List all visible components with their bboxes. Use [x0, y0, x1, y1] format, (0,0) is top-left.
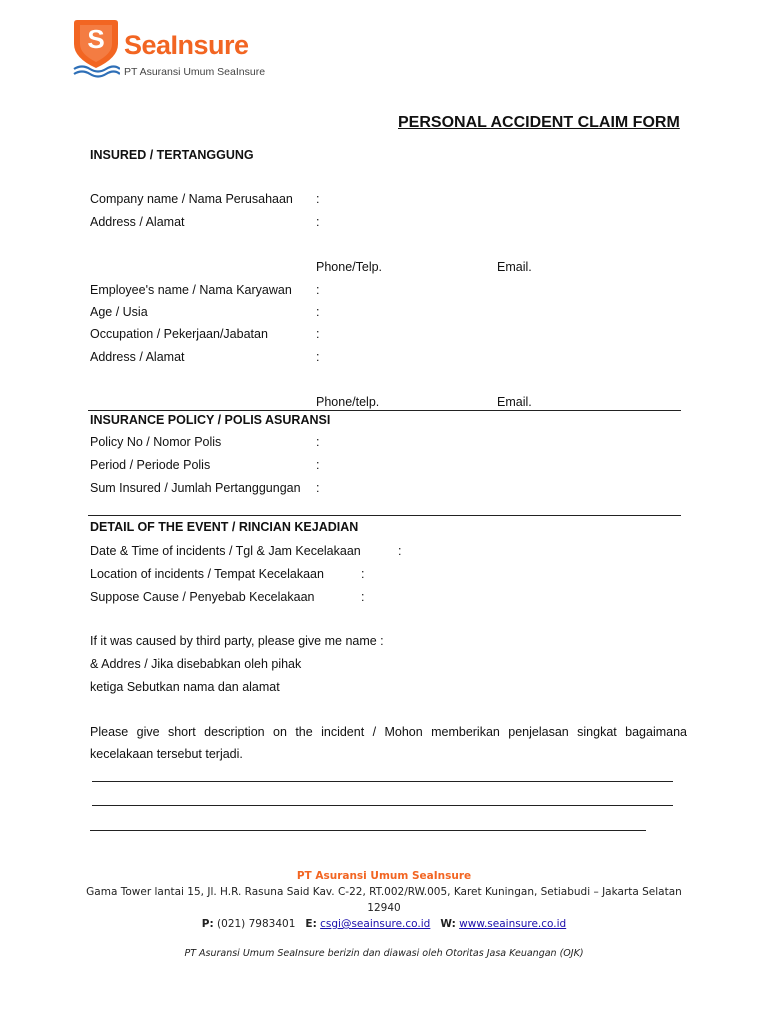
- sum-insured-colon: :: [316, 481, 320, 495]
- footer-regulation-note: PT Asuransi Umum SeaInsure berizin dan diawasi oleh Otoritas Jasa Keuangan (OJK): [184, 948, 584, 959]
- logo-letter: S: [87, 24, 105, 54]
- age-label: Age / Usia: [90, 305, 148, 319]
- email-label: E:: [305, 918, 317, 930]
- employee-email-label: Email.: [497, 395, 532, 409]
- insured-heading: INSURED / TERTANGGUNG: [90, 148, 254, 162]
- company-name-label: Company name / Nama Perusahaan: [90, 192, 293, 206]
- incident-cause-label: Suppose Cause / Penyebab Kecelakaan: [90, 590, 315, 604]
- company-phone-label: Phone/Telp.: [316, 260, 383, 274]
- incident-cause-colon: :: [361, 590, 365, 604]
- policy-heading: INSURANCE POLICY / POLIS ASURANSI: [90, 413, 331, 427]
- policy-no-colon: :: [316, 435, 320, 449]
- section-divider-policy: [88, 410, 681, 411]
- employee-name-label: Employee's name / Nama Karyawan: [90, 283, 292, 297]
- company-logo: [72, 18, 272, 80]
- footer-company-name: PT Asuransi Umum SeaInsure: [296, 870, 472, 882]
- incident-location-label: Location of incidents / Tempat Kecelakaan: [90, 567, 324, 581]
- employee-phone-label: Phone/telp.: [316, 395, 380, 409]
- employee-address-label: Address / Alamat: [90, 350, 185, 364]
- web-label: W:: [440, 918, 456, 930]
- description-line-2: kecelakaan tersebut terjadi.: [90, 747, 243, 761]
- website-link[interactable]: www.seainsure.co.id: [459, 918, 567, 930]
- brand-name: SeaInsure: [124, 30, 249, 60]
- footer-address-line-2: 12940: [367, 902, 401, 914]
- brand-subtitle: PT Asuransi Umum SeaInsure: [124, 66, 266, 78]
- phone-number: (021) 7983401: [217, 918, 296, 930]
- description-answer-line-1[interactable]: [92, 781, 673, 782]
- company-name-colon: :: [316, 192, 320, 206]
- description-answer-line-3[interactable]: [90, 830, 646, 831]
- footer-address-line-1: Gama Tower lantai 15, Jl. H.R. Rasuna Said Kav. C-22, RT.002/RW.005, Karet Kuningan, Setiabudi – Jakarta Selatan: [86, 886, 682, 898]
- event-heading: DETAIL OF THE EVENT / RINCIAN KEJADIAN: [90, 520, 359, 534]
- form-title: PERSONAL ACCIDENT CLAIM FORM: [398, 114, 680, 131]
- incident-location-colon: :: [361, 567, 365, 581]
- company-address-label: Address / Alamat: [90, 215, 185, 229]
- third-party-line-3: ketiga Sebutkan nama dan alamat: [90, 680, 280, 694]
- third-party-line-2: & Addres / Jika disebabkan oleh pihak: [90, 657, 302, 671]
- employee-address-colon: :: [316, 350, 320, 364]
- company-email-label: Email.: [497, 260, 532, 274]
- period-label: Period / Periode Polis: [90, 458, 211, 472]
- phone-label: P:: [201, 918, 214, 930]
- employee-name-colon: :: [316, 283, 320, 297]
- description-answer-line-2[interactable]: [92, 805, 673, 806]
- incident-datetime-colon: :: [398, 544, 402, 558]
- age-colon: :: [316, 305, 320, 319]
- incident-datetime-label: Date & Time of incidents / Tgl & Jam Kecelakaan: [90, 544, 361, 558]
- policy-no-label: Policy No / Nomor Polis: [90, 435, 222, 449]
- period-colon: :: [316, 458, 320, 472]
- occupation-colon: :: [316, 327, 320, 341]
- section-divider-event: [88, 515, 681, 516]
- occupation-label: Occupation / Pekerjaan/Jabatan: [90, 327, 268, 341]
- sum-insured-label: Sum Insured / Jumlah Pertanggungan: [90, 481, 301, 495]
- description-line-1: Please give short description on the incident / Mohon memberikan penjelasan singkat bagaimana: [90, 725, 687, 739]
- company-address-colon: :: [316, 215, 320, 229]
- third-party-line-1: If it was caused by third party, please give me name :: [90, 634, 384, 648]
- footer-contact-line: [0, 918, 768, 930]
- email-link[interactable]: csgi@seainsure.co.id: [320, 918, 431, 930]
